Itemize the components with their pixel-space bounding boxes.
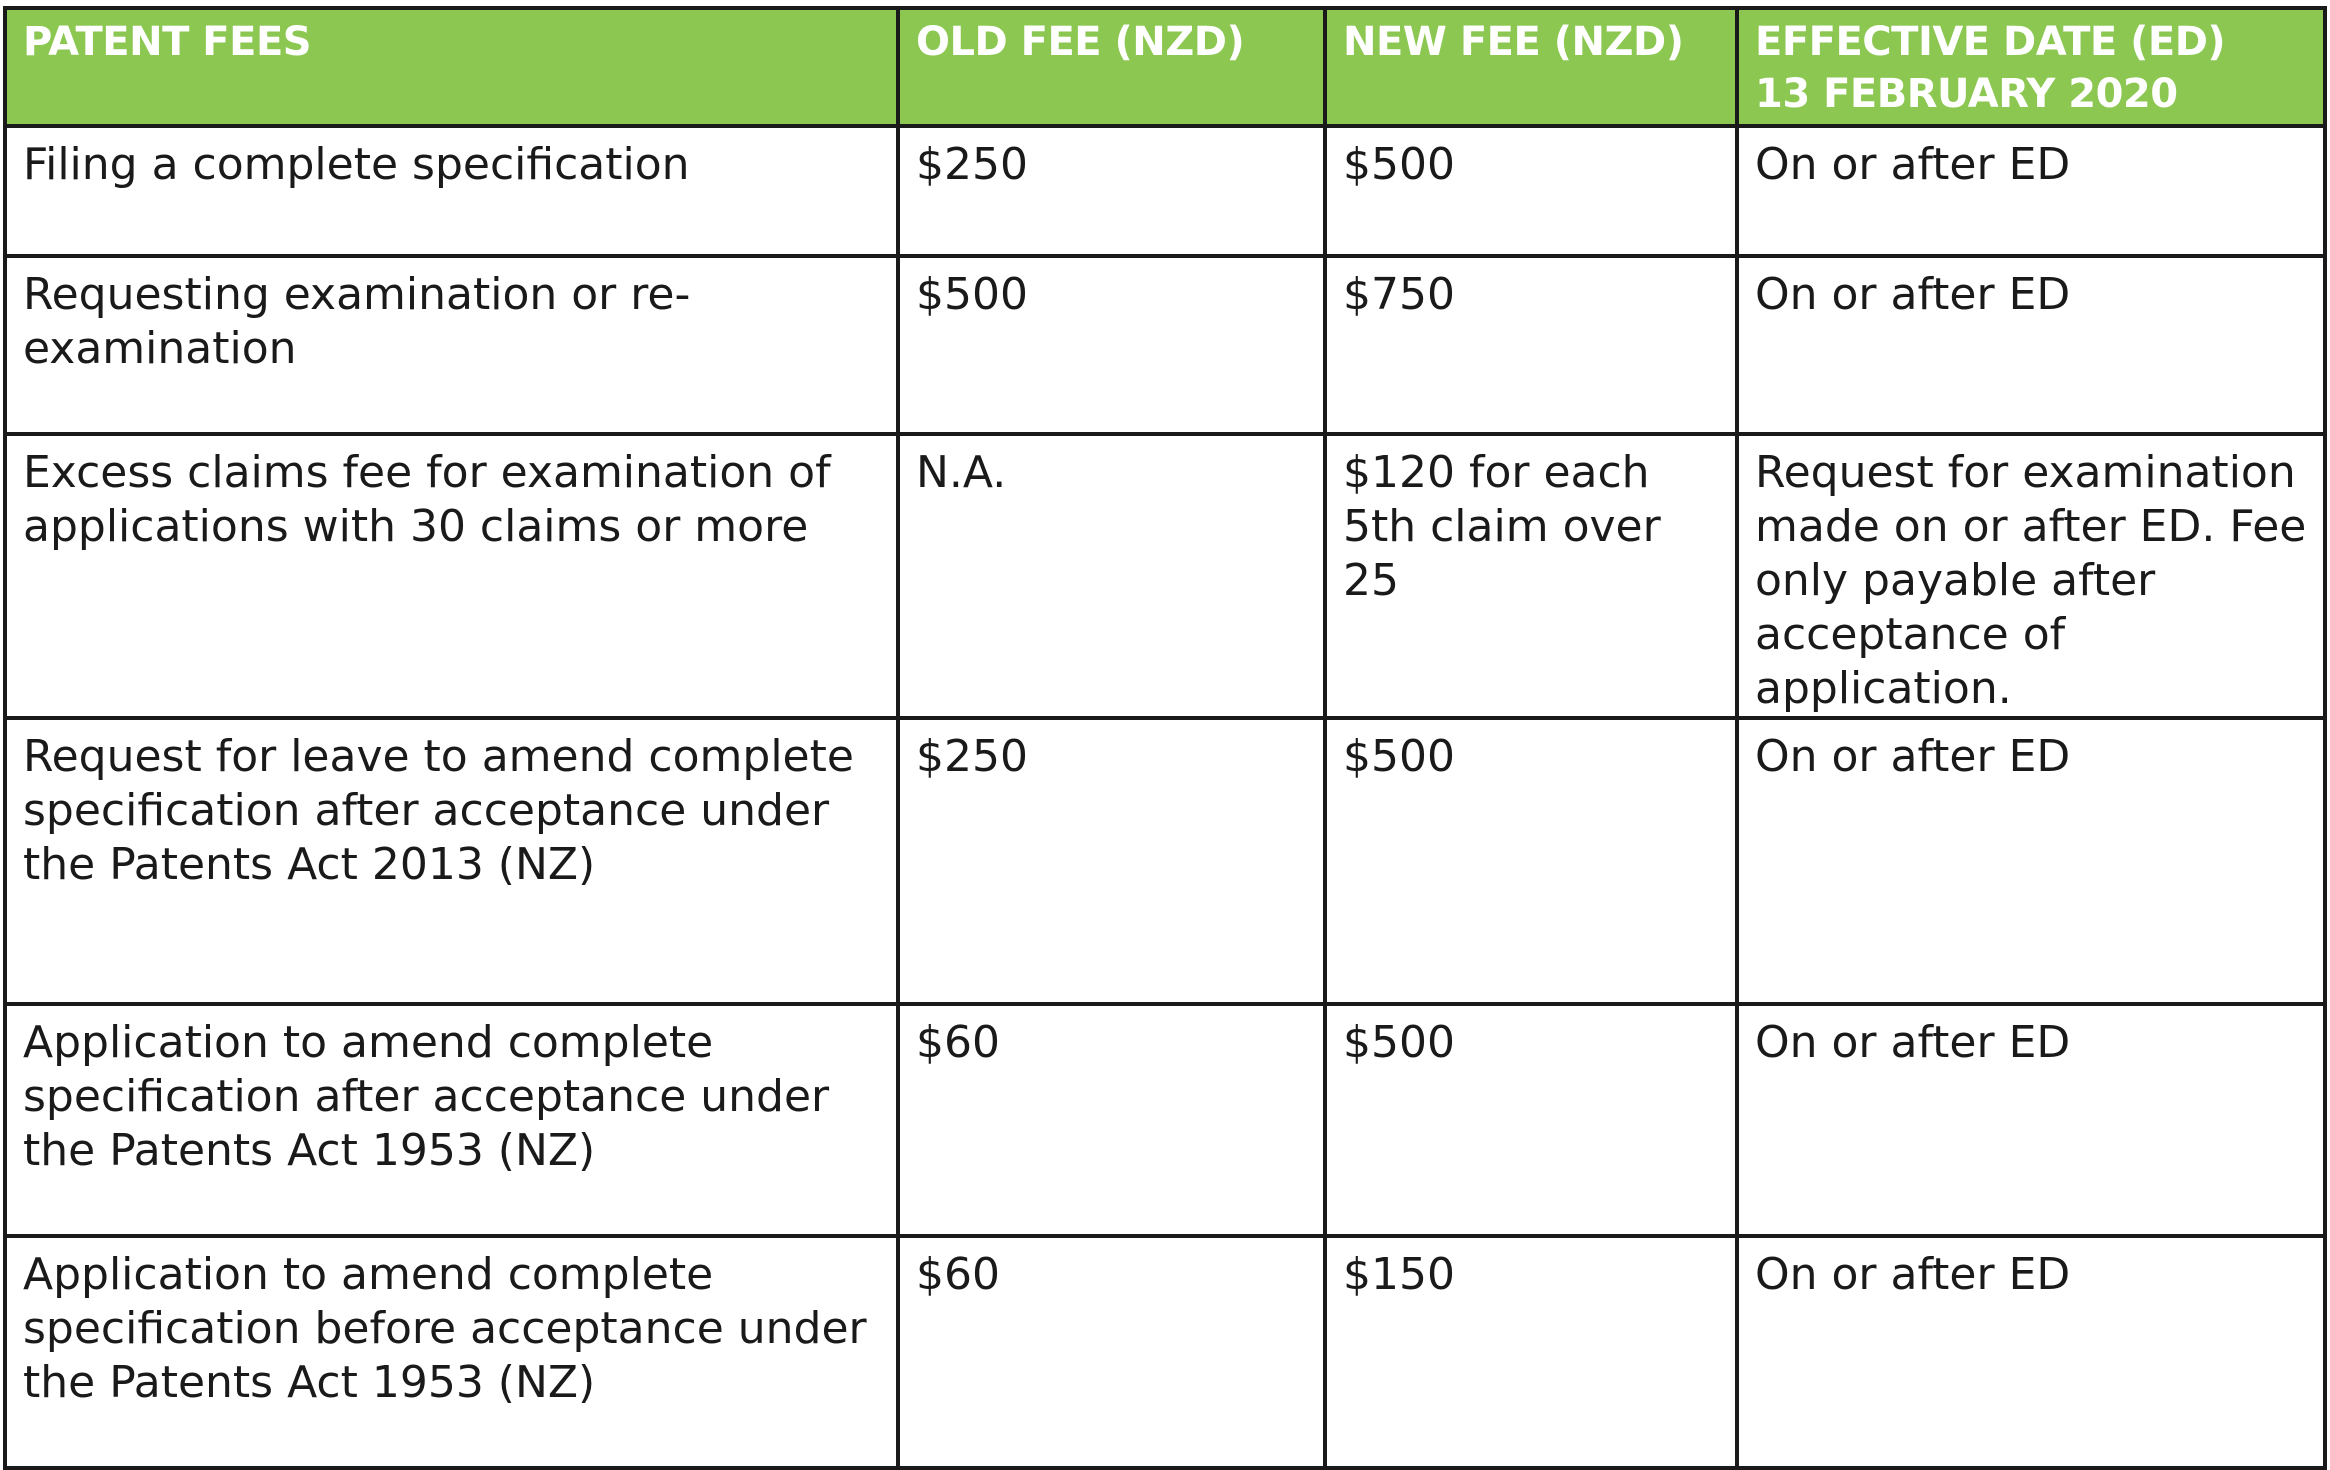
- table-row: [5, 1236, 2325, 1468]
- old-fee-cell: $60: [898, 1004, 1325, 1236]
- new-fee-cell: $500: [1325, 1004, 1737, 1236]
- effective-date-cell: On or after ED: [1737, 126, 2325, 256]
- fee-description-cell: Excess claims fee for examination of applications with 30 claims or more: [5, 434, 898, 718]
- patent-fees-table: [3, 6, 2327, 1470]
- fee-description-cell: Application to amend complete specification before acceptance under the Patents Act 1953 (NZ): [5, 1236, 898, 1468]
- header-effective-date-value: 13 FEBRUARY 2020: [1755, 71, 2178, 117]
- header-effective-date-title: EFFECTIVE DATE (ED): [1755, 19, 2226, 65]
- new-fee-cell: $750: [1325, 256, 1737, 434]
- header-new-fee: NEW FEE (NZD): [1325, 8, 1737, 126]
- table-row: [5, 718, 2325, 1004]
- fee-description-cell: Requesting examination or re-examination: [5, 256, 898, 434]
- header-effective-date: [1737, 8, 2325, 126]
- effective-date-cell: On or after ED: [1737, 718, 2325, 1004]
- old-fee-cell: $250: [898, 718, 1325, 1004]
- fee-description-cell: Filing a complete specification: [5, 126, 898, 256]
- table-body: [5, 126, 2325, 1468]
- effective-date-cell: On or after ED: [1737, 1236, 2325, 1468]
- effective-date-cell: On or after ED: [1737, 256, 2325, 434]
- new-fee-cell: $120 for each 5th claim over 25: [1325, 434, 1737, 718]
- header-patent-fees: PATENT FEES: [5, 8, 898, 126]
- table-row: [5, 434, 2325, 718]
- new-fee-cell: $500: [1325, 718, 1737, 1004]
- old-fee-cell: $500: [898, 256, 1325, 434]
- fee-description-cell: Request for leave to amend complete specification after acceptance under the Patents Act 2013 (NZ): [5, 718, 898, 1004]
- new-fee-cell: $500: [1325, 126, 1737, 256]
- header-row: [5, 8, 2325, 126]
- table-row: [5, 256, 2325, 434]
- old-fee-cell: N.A.: [898, 434, 1325, 718]
- table-row: [5, 1004, 2325, 1236]
- old-fee-cell: $60: [898, 1236, 1325, 1468]
- effective-date-cell: On or after ED: [1737, 1004, 2325, 1236]
- new-fee-cell: $150: [1325, 1236, 1737, 1468]
- header-old-fee: OLD FEE (NZD): [898, 8, 1325, 126]
- fee-description-cell: Application to amend complete specification after acceptance under the Patents Act 1953 (NZ): [5, 1004, 898, 1236]
- effective-date-cell: Request for examination made on or after ED. Fee only payable after acceptance of application.: [1737, 434, 2325, 718]
- old-fee-cell: $250: [898, 126, 1325, 256]
- table-row: [5, 126, 2325, 256]
- table-header: [5, 8, 2325, 126]
